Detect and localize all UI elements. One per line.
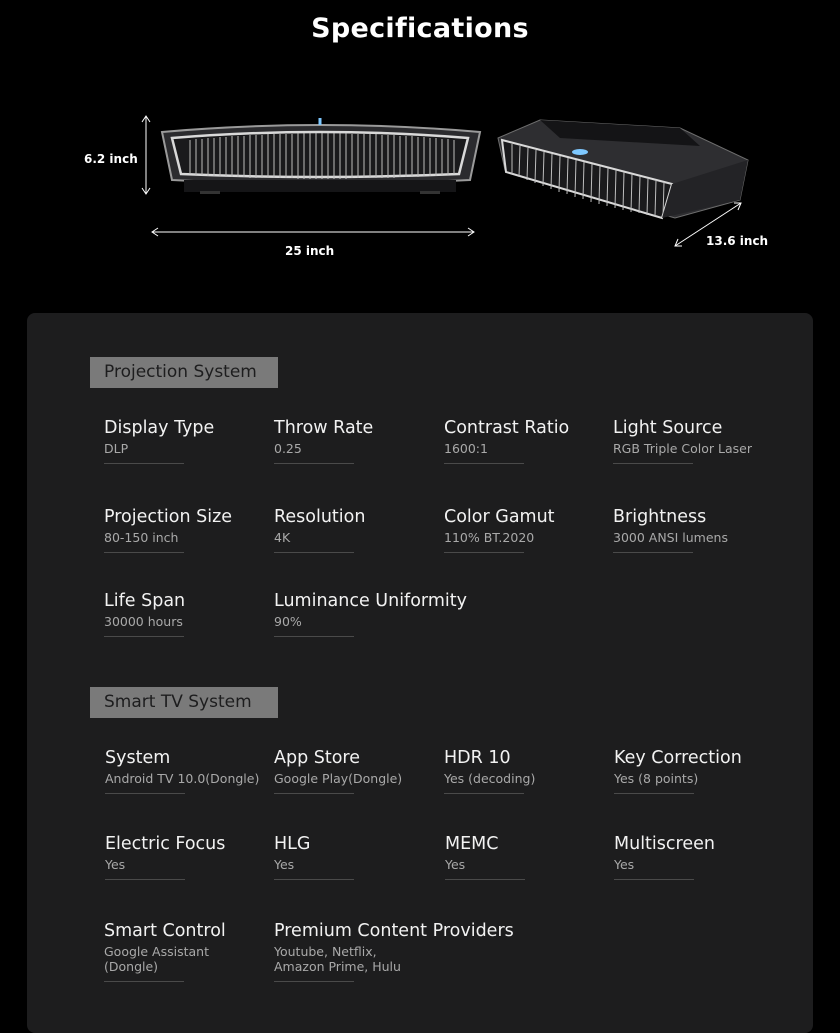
spec-value: Google Play(Dongle) bbox=[274, 771, 403, 786]
spec-name: Contrast Ratio bbox=[444, 418, 570, 438]
spec-name: System bbox=[105, 748, 171, 768]
spec-value: Yes bbox=[614, 857, 635, 872]
spec-value: 30000 hours bbox=[104, 614, 183, 629]
projector-angled-view bbox=[498, 120, 748, 218]
spec-value: Google Assistant (Dongle) bbox=[104, 944, 209, 974]
divider bbox=[105, 879, 185, 880]
spec-value: Yes (8 points) bbox=[614, 771, 699, 786]
spec-name: MEMC bbox=[445, 834, 499, 854]
spec-value: 1600:1 bbox=[444, 441, 488, 456]
spec-color-gamut bbox=[444, 506, 614, 553]
spec-name: Electric Focus bbox=[105, 834, 226, 854]
spec-smart-control bbox=[104, 920, 274, 982]
spec-value: 3000 ANSI lumens bbox=[613, 530, 728, 545]
divider bbox=[104, 981, 184, 982]
spec-hlg bbox=[274, 833, 444, 880]
spec-premium-content-providers bbox=[274, 920, 594, 982]
divider bbox=[105, 793, 185, 794]
spec-name: Luminance Uniformity bbox=[274, 591, 467, 611]
spec-name: Multiscreen bbox=[614, 834, 715, 854]
spec-value: 4K bbox=[274, 530, 291, 545]
spec-name: Life Span bbox=[104, 591, 186, 611]
divider bbox=[274, 463, 354, 464]
divider bbox=[613, 552, 693, 553]
width-dimension-label: 25 inch bbox=[285, 244, 335, 258]
spec-memc bbox=[445, 833, 615, 880]
spec-value: Youtube, Netflix, Amazon Prime, Hulu bbox=[274, 944, 401, 974]
divider bbox=[614, 793, 694, 794]
spec-contrast-ratio bbox=[444, 417, 614, 464]
divider bbox=[274, 636, 354, 637]
spec-luminance-uniformity bbox=[274, 590, 574, 637]
spec-value: 110% BT.2020 bbox=[444, 530, 535, 545]
divider bbox=[104, 463, 184, 464]
projector-illustration bbox=[0, 100, 840, 280]
spec-name: HDR 10 bbox=[444, 748, 511, 768]
spec-life-span bbox=[104, 590, 274, 637]
spec-resolution bbox=[274, 506, 444, 553]
spec-multiscreen bbox=[614, 833, 784, 880]
spec-name: Resolution bbox=[274, 507, 366, 527]
divider bbox=[444, 463, 524, 464]
spec-value: DLP bbox=[104, 441, 129, 456]
spec-name: HLG bbox=[274, 834, 311, 854]
spec-value: Yes bbox=[105, 857, 126, 872]
spec-light-source bbox=[613, 417, 783, 464]
spec-name: Key Correction bbox=[614, 748, 742, 768]
spec-hdr10 bbox=[444, 747, 614, 794]
spec-system bbox=[105, 747, 275, 794]
height-dimension-label: 6.2 inch bbox=[84, 152, 138, 166]
specs-panel bbox=[27, 313, 813, 1033]
spec-name: Display Type bbox=[104, 418, 215, 438]
divider bbox=[104, 552, 184, 553]
divider bbox=[274, 879, 354, 880]
spec-key-correction bbox=[614, 747, 784, 794]
page-title: Specifications bbox=[311, 13, 529, 44]
divider bbox=[445, 879, 525, 880]
spec-brightness bbox=[613, 506, 783, 553]
spec-value: 80-150 inch bbox=[104, 530, 179, 545]
spec-value: RGB Triple Color Laser bbox=[613, 441, 752, 456]
spec-name: Color Gamut bbox=[444, 507, 555, 527]
section-projection-system: Projection System bbox=[90, 357, 278, 388]
spec-name: Smart Control bbox=[104, 921, 226, 941]
spec-value: Yes (decoding) bbox=[444, 771, 536, 786]
spec-name: Light Source bbox=[613, 418, 723, 438]
divider bbox=[274, 552, 354, 553]
depth-dimension-label: 13.6 inch bbox=[706, 234, 769, 248]
projector-front-view bbox=[162, 118, 480, 194]
spec-value: Yes bbox=[445, 857, 466, 872]
spec-name: Projection Size bbox=[104, 507, 233, 527]
spec-value: Android TV 10.0(Dongle) bbox=[105, 771, 260, 786]
spec-projection-size bbox=[104, 506, 274, 553]
section-smart-tv-system: Smart TV System bbox=[90, 687, 278, 718]
spec-value: 0.25 bbox=[274, 441, 302, 456]
spec-electric-focus bbox=[105, 833, 275, 880]
divider bbox=[614, 879, 694, 880]
spec-name: Throw Rate bbox=[274, 418, 374, 438]
spec-name: Premium Content Providers bbox=[274, 921, 514, 941]
spec-name: Brightness bbox=[613, 507, 707, 527]
spec-throw-rate bbox=[274, 417, 444, 464]
divider bbox=[444, 552, 524, 553]
divider bbox=[444, 793, 524, 794]
divider bbox=[104, 636, 184, 637]
divider bbox=[613, 463, 693, 464]
divider bbox=[274, 981, 354, 982]
spec-app-store bbox=[274, 747, 444, 794]
divider bbox=[274, 793, 354, 794]
spec-value: 90% bbox=[274, 614, 302, 629]
height-dimension-arrow bbox=[142, 116, 150, 194]
spec-display-type bbox=[104, 417, 274, 464]
spec-name: App Store bbox=[274, 748, 361, 768]
width-dimension-arrow bbox=[152, 228, 474, 236]
spec-value: Yes bbox=[274, 857, 295, 872]
